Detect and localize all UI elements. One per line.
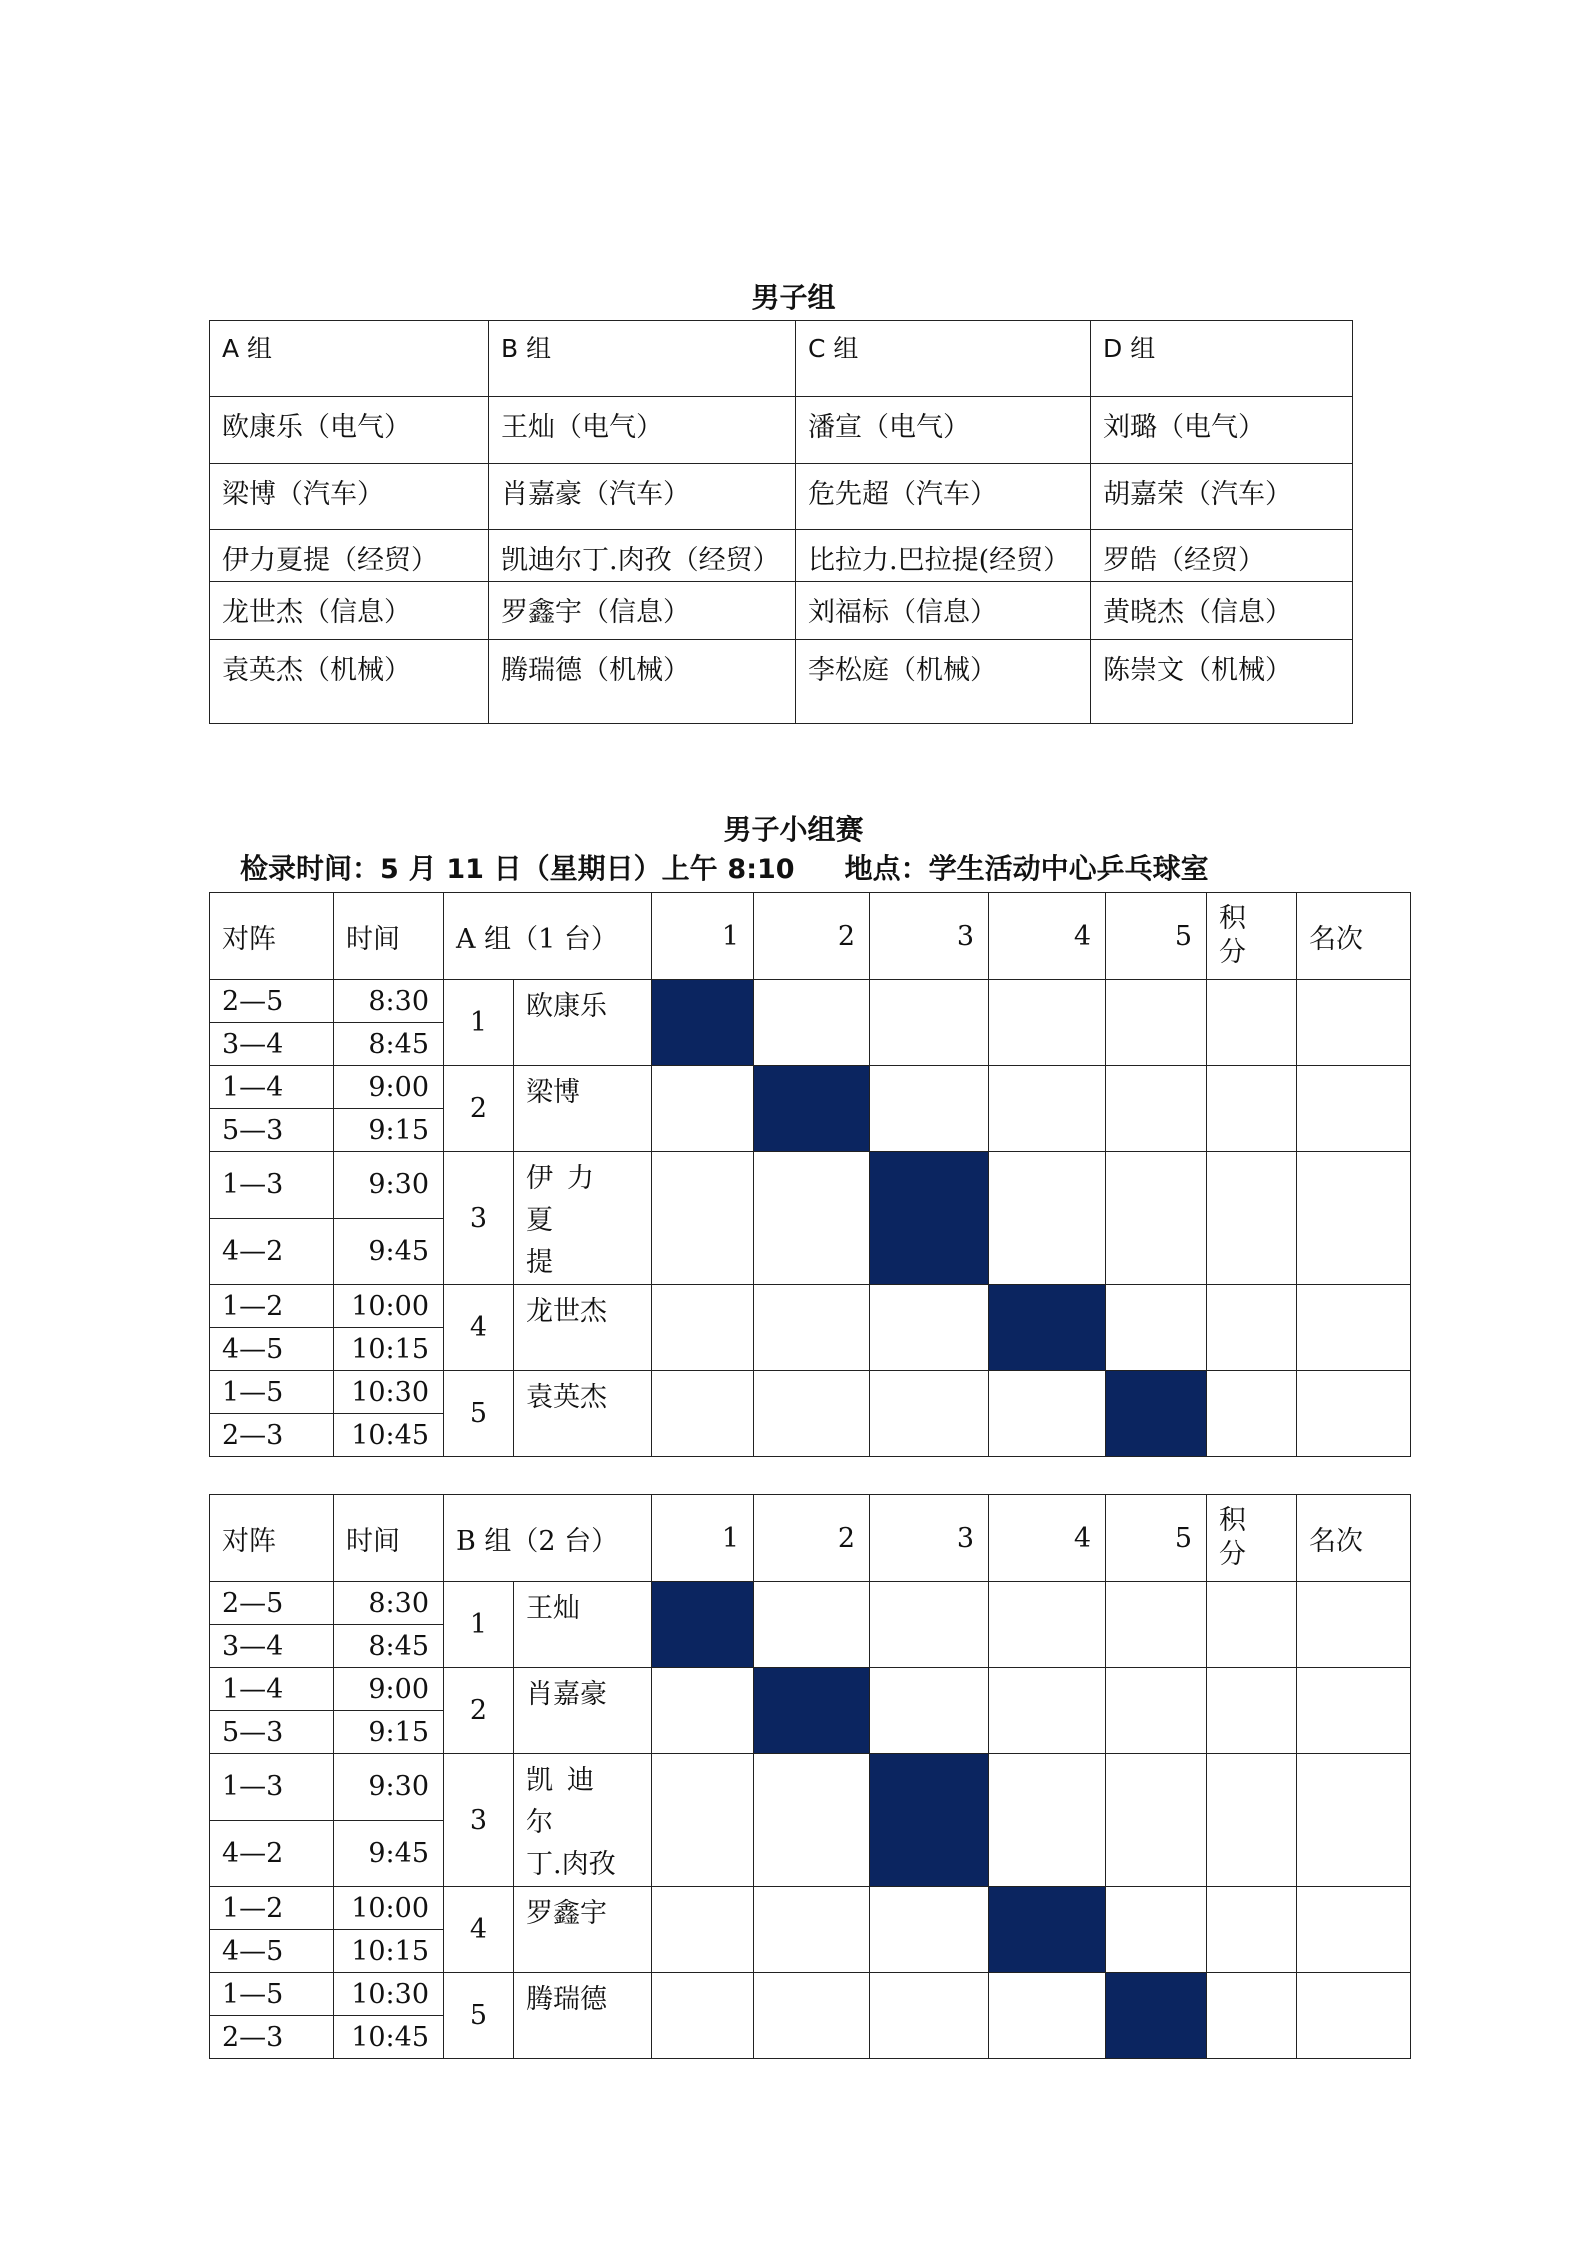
roster-cell: 凯迪尔丁.肉孜（经贸）	[489, 530, 796, 582]
roster-table	[209, 320, 1353, 724]
score-header-line2: 分	[1219, 1539, 1246, 1570]
rank-header: 名次	[1297, 1495, 1411, 1582]
table-row	[210, 1668, 1411, 1711]
roster-cell: 黄晓杰（信息）	[1091, 582, 1353, 640]
col-header: 4	[989, 893, 1106, 980]
result-cell[interactable]	[652, 1285, 754, 1371]
score-header-line1: 积	[1219, 1505, 1246, 1536]
score-header-line2: 分	[1219, 937, 1246, 968]
seed-cell: 4	[444, 1285, 514, 1371]
col-header: 2	[754, 893, 870, 980]
group-a-table	[209, 892, 1411, 1457]
diagonal-block	[652, 1582, 754, 1668]
score-cell[interactable]	[1207, 1754, 1297, 1887]
score-header	[1207, 1495, 1297, 1582]
time-cell: 10:15	[334, 1328, 444, 1371]
matchup-cell: 3—4	[210, 1625, 334, 1668]
player-name-line2: 丁.肉孜	[526, 1849, 616, 1880]
roster-cell: 王灿（电气）	[489, 397, 796, 464]
rank-cell[interactable]	[1297, 1285, 1411, 1371]
col-header: 1	[652, 893, 754, 980]
result-cell[interactable]	[870, 1973, 989, 2059]
time-header: 时间	[334, 1495, 444, 1582]
result-cell[interactable]	[652, 1887, 754, 1973]
seed-cell: 4	[444, 1887, 514, 1973]
roster-cell: 刘福标（信息）	[796, 582, 1091, 640]
result-cell[interactable]	[989, 1152, 1106, 1285]
time-cell: 9:45	[334, 1218, 444, 1285]
result-cell[interactable]	[1106, 1285, 1207, 1371]
table-row	[210, 980, 1411, 1023]
col-header: 4	[989, 1495, 1106, 1582]
result-cell[interactable]	[870, 1066, 989, 1152]
diagonal-block	[989, 1887, 1106, 1973]
rank-cell[interactable]	[1297, 1371, 1411, 1457]
result-cell[interactable]	[870, 1285, 989, 1371]
diagonal-block	[989, 1285, 1106, 1371]
matchup-cell: 1—3	[210, 1754, 334, 1821]
table-row	[210, 1371, 1411, 1414]
seed-cell: 2	[444, 1668, 514, 1754]
rank-cell[interactable]	[1297, 1754, 1411, 1887]
checkin-day: 11	[446, 854, 484, 885]
col-header: 5	[1106, 893, 1207, 980]
result-cell[interactable]	[1106, 1152, 1207, 1285]
roster-cell: 腾瑞德（机械）	[489, 640, 796, 724]
result-cell[interactable]	[754, 1754, 870, 1887]
time-cell: 10:00	[334, 1887, 444, 1930]
roster-cell: 刘璐（电气）	[1091, 397, 1353, 464]
rank-cell[interactable]	[1297, 1973, 1411, 2059]
group-b-header-row	[210, 1495, 1411, 1582]
result-cell[interactable]	[754, 1973, 870, 2059]
roster-row	[210, 464, 1353, 530]
table-row	[210, 1152, 1411, 1219]
table-row	[210, 1754, 1411, 1821]
result-cell[interactable]	[989, 1066, 1106, 1152]
diagonal-block	[1106, 1973, 1207, 2059]
time-cell: 8:45	[334, 1625, 444, 1668]
result-cell[interactable]	[754, 1582, 870, 1668]
roster-cell: 潘宣（电气）	[796, 397, 1091, 464]
rank-cell[interactable]	[1297, 1887, 1411, 1973]
time-cell: 10:45	[334, 1414, 444, 1457]
matchup-cell: 2—5	[210, 980, 334, 1023]
checkin-location: 地点：学生活动中心乒乓球室	[844, 852, 1209, 885]
diagonal-block	[1106, 1371, 1207, 1457]
time-cell: 8:30	[334, 980, 444, 1023]
matchup-cell: 4—5	[210, 1930, 334, 1973]
result-cell[interactable]	[754, 1371, 870, 1457]
rank-header: 名次	[1297, 893, 1411, 980]
matchup-header: 对阵	[210, 1495, 334, 1582]
col-header: 1	[652, 1495, 754, 1582]
player-name	[514, 1152, 652, 1285]
matchup-cell: 2—3	[210, 1414, 334, 1457]
time-cell: 9:00	[334, 1668, 444, 1711]
time-cell: 10:30	[334, 1973, 444, 2016]
col-header: 3	[870, 893, 989, 980]
seed-cell: 3	[444, 1152, 514, 1285]
result-cell[interactable]	[754, 1152, 870, 1285]
matchup-cell: 4—2	[210, 1218, 334, 1285]
time-cell: 10:30	[334, 1371, 444, 1414]
matchup-cell: 2—3	[210, 2016, 334, 2059]
roster-header-row	[210, 321, 1353, 397]
matchup-cell: 1—5	[210, 1973, 334, 2016]
group-b-table	[209, 1494, 1411, 2059]
roster-cell: 伊力夏提（经贸）	[210, 530, 489, 582]
checkin-month-unit: 月	[408, 852, 437, 885]
roster-cell: 胡嘉荣（汽车）	[1091, 464, 1353, 530]
player-name-line1: 凯迪尔	[526, 1765, 608, 1838]
roster-cell: 欧康乐（电气）	[210, 397, 489, 464]
time-cell: 10:45	[334, 2016, 444, 2059]
seed-cell: 5	[444, 1371, 514, 1457]
time-cell: 10:15	[334, 1930, 444, 1973]
result-cell[interactable]	[989, 1668, 1106, 1754]
checkin-day-unit: 日（星期日）上午	[493, 852, 718, 885]
checkin-label: 检录时间：	[240, 852, 381, 885]
result-cell[interactable]	[1106, 1668, 1207, 1754]
score-header-line1: 积	[1219, 903, 1246, 934]
roster-row	[210, 582, 1353, 640]
time-header: 时间	[334, 893, 444, 980]
table-row	[210, 1973, 1411, 2016]
matchup-cell: 1—4	[210, 1668, 334, 1711]
roster-row	[210, 397, 1353, 464]
roster-cell: 肖嘉豪（汽车）	[489, 464, 796, 530]
stage-title: 男子小组赛	[723, 813, 864, 846]
checkin-info	[240, 852, 1209, 887]
matchup-cell: 1—5	[210, 1371, 334, 1414]
time-cell: 9:30	[334, 1152, 444, 1219]
roster-header-d: D 组	[1091, 321, 1353, 397]
time-cell: 10:00	[334, 1285, 444, 1328]
rank-cell[interactable]	[1297, 980, 1411, 1066]
col-header: 3	[870, 1495, 989, 1582]
result-cell[interactable]	[754, 980, 870, 1066]
diagonal-block	[754, 1668, 870, 1754]
table-row	[210, 1285, 1411, 1328]
result-cell[interactable]	[989, 1754, 1106, 1887]
roster-cell: 比拉力.巴拉提(经贸）	[796, 530, 1091, 582]
rank-cell[interactable]	[1297, 1152, 1411, 1285]
checkin-time: 8:10	[727, 854, 795, 885]
player-name-line1: 伊力夏	[526, 1163, 608, 1236]
result-cell[interactable]	[652, 1668, 754, 1754]
roster-row	[210, 530, 1353, 582]
result-cell[interactable]	[989, 980, 1106, 1066]
matchup-cell: 4—2	[210, 1820, 334, 1887]
result-cell[interactable]	[870, 1887, 989, 1973]
checkin-month: 5	[380, 854, 399, 885]
matchup-cell: 3—4	[210, 1023, 334, 1066]
result-cell[interactable]	[870, 1582, 989, 1668]
diagonal-block	[870, 1152, 989, 1285]
rank-cell[interactable]	[1297, 1066, 1411, 1152]
seed-cell: 2	[444, 1066, 514, 1152]
seed-cell: 1	[444, 1582, 514, 1668]
matchup-cell: 4—5	[210, 1328, 334, 1371]
matchup-cell: 5—3	[210, 1711, 334, 1754]
roster-header-c: C 组	[796, 321, 1091, 397]
seed-cell: 3	[444, 1754, 514, 1887]
group-b-label: B 组（2 台）	[444, 1495, 652, 1582]
roster-header-b: B 组	[489, 321, 796, 397]
result-cell[interactable]	[652, 1973, 754, 2059]
score-cell[interactable]	[1207, 1887, 1297, 1973]
seed-cell: 5	[444, 1973, 514, 2059]
result-cell[interactable]	[754, 1285, 870, 1371]
time-cell: 8:30	[334, 1582, 444, 1625]
time-cell: 9:15	[334, 1109, 444, 1152]
result-cell[interactable]	[870, 1371, 989, 1457]
player-name: 王灿	[514, 1582, 652, 1668]
rank-cell[interactable]	[1297, 1668, 1411, 1754]
result-cell[interactable]	[652, 1754, 754, 1887]
player-name: 肖嘉豪	[514, 1668, 652, 1754]
table-row	[210, 1582, 1411, 1625]
player-name: 龙世杰	[514, 1285, 652, 1371]
col-header: 5	[1106, 1495, 1207, 1582]
roster-cell: 袁英杰（机械）	[210, 640, 489, 724]
matchup-cell: 1—2	[210, 1887, 334, 1930]
player-name: 腾瑞德	[514, 1973, 652, 2059]
player-name: 袁英杰	[514, 1371, 652, 1457]
player-name: 梁博	[514, 1066, 652, 1152]
time-cell: 9:00	[334, 1066, 444, 1109]
matchup-cell: 2—5	[210, 1582, 334, 1625]
roster-cell: 龙世杰（信息）	[210, 582, 489, 640]
diagonal-block	[652, 980, 754, 1066]
roster-cell: 危先超（汽车）	[796, 464, 1091, 530]
result-cell[interactable]	[1106, 1887, 1207, 1973]
score-cell[interactable]	[1207, 1152, 1297, 1285]
matchup-header: 对阵	[210, 893, 334, 980]
score-cell[interactable]	[1207, 1371, 1297, 1457]
time-cell: 8:45	[334, 1023, 444, 1066]
result-cell[interactable]	[870, 1668, 989, 1754]
group-a-label: A 组（1 台）	[444, 893, 652, 980]
result-cell[interactable]	[754, 1887, 870, 1973]
result-cell[interactable]	[989, 1582, 1106, 1668]
roster-cell: 罗鑫宇（信息）	[489, 582, 796, 640]
roster-title: 男子组	[751, 281, 836, 314]
result-cell[interactable]	[1106, 1066, 1207, 1152]
group-a-header-row	[210, 893, 1411, 980]
roster-row	[210, 640, 1353, 724]
table-row	[210, 1066, 1411, 1109]
time-cell: 9:45	[334, 1820, 444, 1887]
score-cell[interactable]	[1207, 1973, 1297, 2059]
score-cell[interactable]	[1207, 1066, 1297, 1152]
diagonal-block	[754, 1066, 870, 1152]
matchup-cell: 1—3	[210, 1152, 334, 1219]
player-name-line2: 提	[526, 1247, 567, 1278]
score-cell[interactable]	[1207, 980, 1297, 1066]
player-name: 欧康乐	[514, 980, 652, 1066]
matchup-cell: 1—2	[210, 1285, 334, 1328]
roster-cell: 罗皓（经贸）	[1091, 530, 1353, 582]
result-cell[interactable]	[652, 1152, 754, 1285]
result-cell[interactable]	[870, 980, 989, 1066]
matchup-cell: 5—3	[210, 1109, 334, 1152]
time-cell: 9:15	[334, 1711, 444, 1754]
player-name	[514, 1754, 652, 1887]
result-cell[interactable]	[989, 1371, 1106, 1457]
result-cell[interactable]	[1106, 980, 1207, 1066]
score-cell[interactable]	[1207, 1582, 1297, 1668]
score-header	[1207, 893, 1297, 980]
seed-cell: 1	[444, 980, 514, 1066]
matchup-cell: 1—4	[210, 1066, 334, 1109]
result-cell[interactable]	[652, 1371, 754, 1457]
score-cell[interactable]	[1207, 1285, 1297, 1371]
result-cell[interactable]	[1106, 1754, 1207, 1887]
time-cell: 9:30	[334, 1754, 444, 1821]
player-name: 罗鑫宇	[514, 1887, 652, 1973]
col-header: 2	[754, 1495, 870, 1582]
result-cell[interactable]	[1106, 1582, 1207, 1668]
result-cell[interactable]	[652, 1066, 754, 1152]
diagonal-block	[870, 1754, 989, 1887]
roster-cell: 梁博（汽车）	[210, 464, 489, 530]
roster-cell: 陈崇文（机械）	[1091, 640, 1353, 724]
score-cell[interactable]	[1207, 1668, 1297, 1754]
rank-cell[interactable]	[1297, 1582, 1411, 1668]
roster-header-a: A 组	[210, 321, 489, 397]
result-cell[interactable]	[989, 1973, 1106, 2059]
table-row	[210, 1887, 1411, 1930]
roster-cell: 李松庭（机械）	[796, 640, 1091, 724]
